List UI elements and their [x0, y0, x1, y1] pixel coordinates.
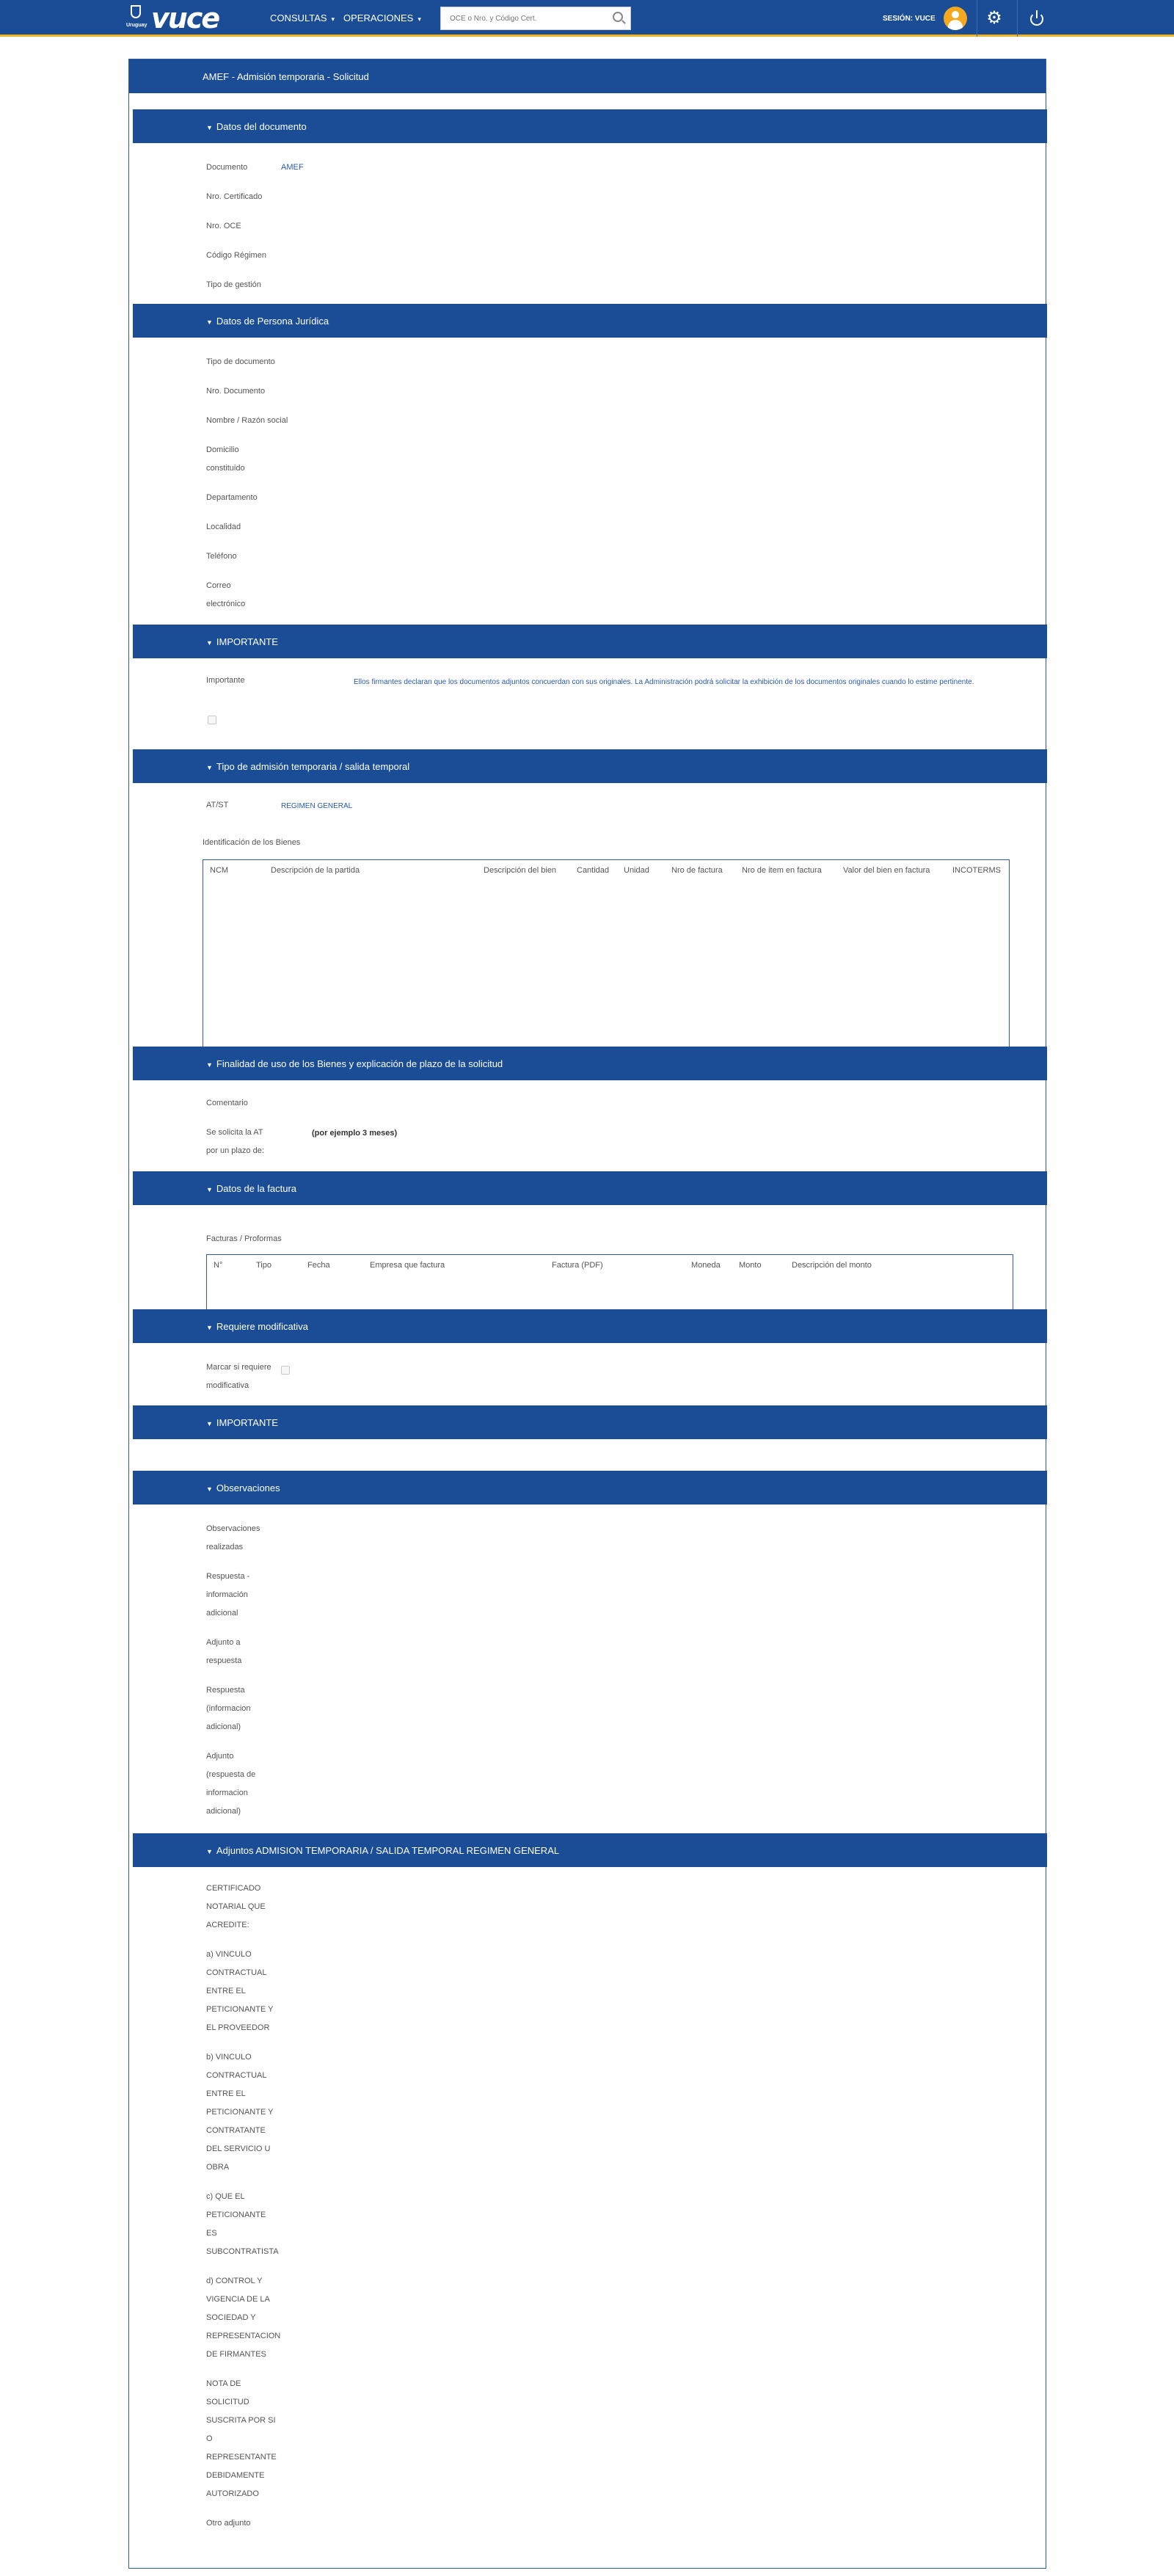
facturas-table: [206, 1254, 1013, 1311]
column-header: Empresa que factura: [370, 1261, 445, 1270]
caret-down-icon: ▼: [206, 764, 213, 771]
menu-operaciones[interactable]: [343, 12, 421, 23]
caret-down-icon: ▼: [206, 1324, 213, 1331]
column-header: Descripción del bien: [484, 866, 557, 875]
column-header: INCOTERMS: [952, 866, 1001, 875]
label-respuesta-info-3: adicional): [206, 1722, 241, 1731]
search-box: [440, 7, 631, 30]
search-icon[interactable]: [613, 12, 623, 22]
adjunto-line: REPRESENTANTE: [206, 2453, 277, 2462]
plazo-hint: (por ejemplo 3 meses): [312, 1129, 398, 1138]
column-header: Moneda: [691, 1261, 721, 1270]
label-correo-2: electrónico: [206, 600, 246, 608]
section-title: IMPORTANTE: [216, 636, 278, 647]
logo-country: Uruguay: [126, 23, 147, 28]
label-adjunto-respuesta-2: respuesta: [206, 1656, 242, 1665]
caret-down-icon: ▼: [206, 1061, 213, 1069]
importante-text: Ellos firmantes declaran que los documentos adjuntos concuerdan con sus originales. La Administración podrá solicitar la exhibición de los documentos originales cuando lo estime pertinente.: [354, 678, 974, 686]
section-factura[interactable]: [133, 1171, 1047, 1205]
label-modificativa: Marcar si requiere: [206, 1363, 271, 1372]
section-datos-documento[interactable]: [133, 109, 1047, 143]
adjunto-line: c) QUE EL: [206, 2192, 245, 2201]
column-header: Cantidad: [577, 866, 610, 875]
caret-down-icon: ▼: [206, 639, 213, 647]
label-plazo: Se solicita la AT: [206, 1128, 263, 1137]
section-title: Adjuntos ADMISION TEMPORARIA / SALIDA TEMPORAL REGIMEN GENERAL: [216, 1845, 560, 1856]
adjunto-line: CERTIFICADO: [206, 1884, 261, 1893]
section-modificativa[interactable]: [133, 1309, 1047, 1343]
menu-operaciones-label: OPERACIONES: [343, 12, 414, 23]
section-title: Requiere modificativa: [216, 1321, 308, 1332]
label-tipo-documento: Tipo de documento: [206, 357, 275, 366]
column-header: Descripción de la partida: [271, 866, 360, 875]
column-header: Fecha: [307, 1261, 330, 1270]
search-input[interactable]: [441, 7, 602, 29]
adjunto-line: SUBCONTRATISTA: [206, 2247, 279, 2256]
label-correo: Correo: [206, 581, 231, 590]
vuce-logo[interactable]: [126, 4, 229, 33]
uruguay-shield-icon: [131, 5, 141, 18]
section-title: Datos de la factura: [216, 1183, 297, 1194]
logo-wordmark: vuce: [151, 2, 219, 34]
modificativa-checkbox[interactable]: [281, 1366, 290, 1375]
column-header: NCM: [210, 866, 229, 875]
importante-checkbox[interactable]: [208, 716, 216, 724]
label-telefono: Teléfono: [206, 552, 237, 561]
value-at-st: REGIMEN GENERAL: [281, 802, 353, 810]
label-observaciones: Observaciones: [206, 1524, 260, 1533]
section-observaciones[interactable]: [133, 1471, 1047, 1505]
adjunto-line: CONTRATANTE: [206, 2126, 266, 2135]
label-respuesta-info-2: (informacion: [206, 1704, 251, 1713]
power-icon[interactable]: [1028, 10, 1046, 27]
adjunto-line: EL PROVEEDOR: [206, 2023, 270, 2032]
adjunto-line: PETICIONANTE Y: [206, 2108, 274, 2117]
adjunto-line: VIGENCIA DE LA: [206, 2295, 270, 2304]
section-title: IMPORTANTE: [216, 1417, 278, 1428]
label-comentario: Comentario: [206, 1099, 248, 1107]
section-importante-2[interactable]: [133, 1405, 1047, 1439]
section-title: Tipo de admisión temporaria / salida temporal: [216, 761, 410, 772]
adjunto-line: DEL SERVICIO U: [206, 2144, 271, 2153]
section-title: Finalidad de uso de los Bienes y explicación de plazo de la solicitud: [216, 1058, 503, 1069]
label-respuesta-info: Respuesta: [206, 1686, 245, 1695]
section-tipo-admision[interactable]: [133, 749, 1047, 783]
label-respuesta-2: información: [206, 1590, 248, 1599]
label-domicilio-2: constituido: [206, 464, 245, 473]
column-header: Descripción del monto: [792, 1261, 872, 1270]
user-avatar[interactable]: [944, 7, 967, 30]
adjunto-line: DEBIDAMENTE: [206, 2471, 265, 2480]
label-facturas: Facturas / Proformas: [206, 1234, 282, 1243]
adjunto-line: SOCIEDAD Y: [206, 2313, 256, 2322]
chevron-down-icon: ▾: [418, 15, 421, 23]
label-plazo-2: por un plazo de:: [206, 1146, 264, 1155]
adjunto-line: ACREDITE:: [206, 1921, 249, 1929]
adjunto-line: SUSCRITA POR SI: [206, 2416, 276, 2425]
section-title: Observaciones: [216, 1482, 280, 1493]
caret-down-icon: ▼: [206, 1848, 213, 1855]
adjunto-line: Otro adjunto: [206, 2519, 251, 2528]
adjunto-line: PETICIONANTE Y: [206, 2005, 274, 2014]
menu-consultas-label: CONSULTAS: [270, 12, 327, 23]
label-adjunto-info: Adjunto: [206, 1752, 234, 1761]
chevron-down-icon: ▾: [331, 15, 335, 23]
label-razon-social: Nombre / Razón social: [206, 416, 288, 425]
adjunto-line: ES: [206, 2229, 217, 2238]
section-finalidad[interactable]: [133, 1047, 1047, 1080]
column-header: Nro de item en factura: [742, 866, 822, 875]
column-header: Monto: [739, 1261, 762, 1270]
session-label: SESIÓN: VUCE: [883, 15, 936, 23]
adjunto-line: REPRESENTACION: [206, 2332, 281, 2340]
label-nro-documento: Nro. Documento: [206, 387, 266, 396]
label-localidad: Localidad: [206, 523, 241, 531]
section-persona-juridica[interactable]: [133, 304, 1047, 338]
section-adjuntos[interactable]: [133, 1833, 1047, 1867]
adjunto-line: d) CONTROL Y: [206, 2277, 263, 2285]
caret-down-icon: ▼: [206, 1485, 213, 1493]
label-documento: Documento: [206, 163, 248, 172]
label-adjunto-info-2: (respuesta de: [206, 1770, 256, 1779]
column-header: N°: [214, 1261, 223, 1270]
adjunto-line: CONTRACTUAL: [206, 2071, 267, 2080]
divider: [1017, 0, 1018, 37]
adjunto-line: O: [206, 2434, 213, 2443]
adjunto-line: NOTA DE: [206, 2379, 241, 2388]
adjunto-line: OBRA: [206, 2163, 230, 2172]
section-title: Datos de Persona Jurídica: [216, 316, 329, 327]
section-importante[interactable]: [133, 625, 1047, 658]
section-title: Datos del documento: [216, 121, 307, 132]
column-header: Nro de factura: [671, 866, 723, 875]
adjunto-line: PETICIONANTE: [206, 2211, 266, 2219]
label-codigo-regimen: Código Régimen: [206, 251, 266, 260]
top-navigation-bar: [0, 0, 1174, 37]
column-header: Unidad: [624, 866, 649, 875]
caret-down-icon: ▼: [206, 1420, 213, 1427]
label-observaciones-2: realizadas: [206, 1543, 244, 1551]
form-title: AMEF - Admisión temporaria - Solicitud: [129, 59, 1046, 93]
adjunto-line: ENTRE EL: [206, 1987, 246, 1995]
form-frame: [128, 59, 1046, 2569]
label-at-st: AT/ST: [206, 801, 229, 809]
adjunto-line: AUTORIZADO: [206, 2489, 259, 2498]
adjunto-line: NOTARIAL QUE: [206, 1902, 266, 1911]
adjunto-line: CONTRACTUAL: [206, 1968, 267, 1977]
adjunto-line: DE FIRMANTES: [206, 2350, 266, 2359]
label-respuesta: Respuesta -: [206, 1572, 250, 1581]
label-adjunto-info-3: informacion: [206, 1789, 248, 1797]
value-documento: AMEF: [281, 163, 304, 172]
adjunto-line: b) VINCULO: [206, 2053, 252, 2062]
label-departamento: Departamento: [206, 493, 258, 502]
label-importante: Importante: [206, 676, 245, 685]
adjunto-line: ENTRE EL: [206, 2089, 246, 2098]
adjunto-line: SOLICITUD: [206, 2398, 249, 2406]
label-adjunto-respuesta: Adjunto a: [206, 1638, 241, 1647]
column-header: Factura (PDF): [552, 1261, 603, 1270]
bienes-table: [203, 859, 1010, 1047]
caret-down-icon: ▼: [206, 319, 213, 326]
column-header: Tipo: [256, 1261, 271, 1270]
label-bienes: Identificación de los Bienes: [203, 838, 301, 847]
label-adjunto-info-4: adicional): [206, 1807, 241, 1816]
label-tipo-gestion: Tipo de gestión: [206, 280, 261, 289]
label-nro-oce: Nro. OCE: [206, 222, 241, 230]
column-header: Valor del bien en factura: [843, 866, 930, 875]
label-nro-certificado: Nro. Certificado: [206, 192, 263, 201]
caret-down-icon: ▼: [206, 124, 213, 131]
label-modificativa-2: modificativa: [206, 1381, 249, 1390]
label-domicilio: Domicilio: [206, 445, 239, 454]
gear-icon[interactable]: ⚙: [986, 8, 1002, 28]
label-respuesta-3: adicional: [206, 1609, 238, 1618]
caret-down-icon: ▼: [206, 1186, 213, 1193]
adjunto-line: a) VINCULO: [206, 1950, 252, 1959]
menu-consultas[interactable]: [270, 12, 335, 23]
